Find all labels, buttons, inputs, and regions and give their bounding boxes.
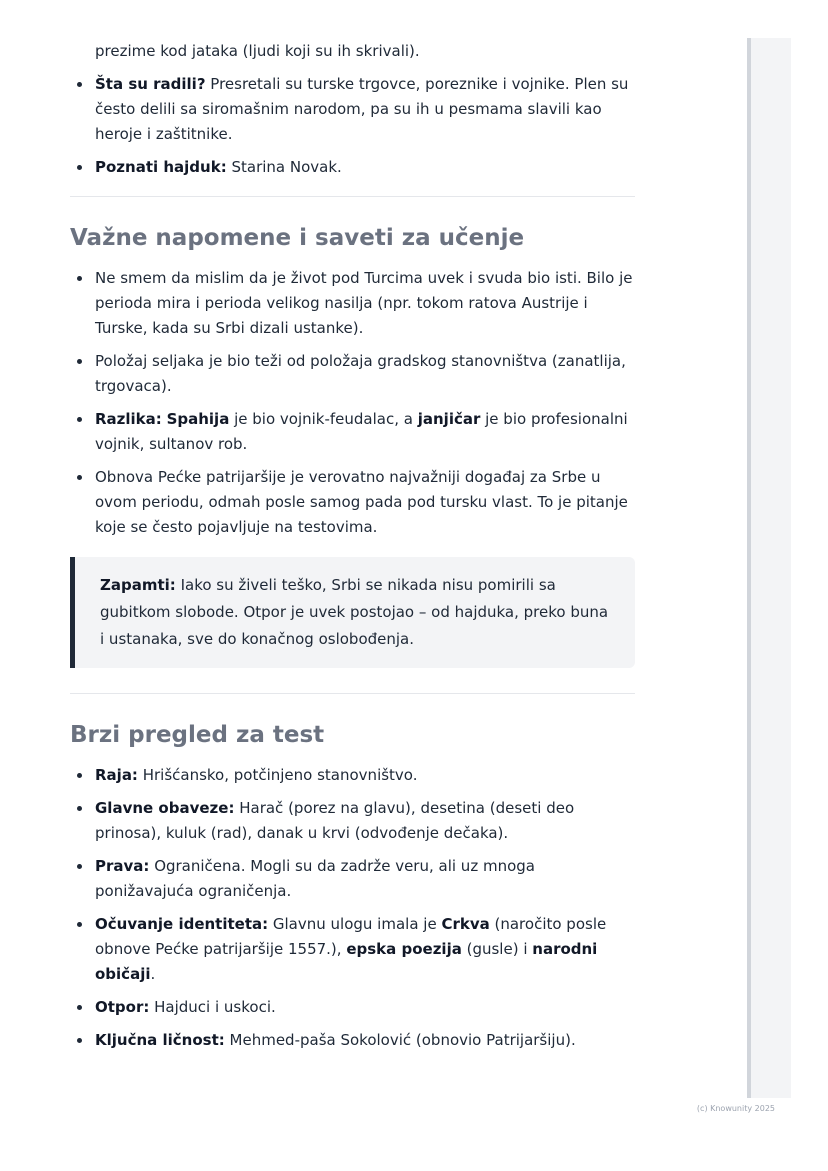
section-heading-napomene: Važne napomene i saveti za učenje xyxy=(70,225,525,251)
document-content xyxy=(70,0,635,1061)
list-item: Otpor: Hajduci i uskoci. xyxy=(70,995,635,1020)
list-item: Glavne obaveze: Harač (porez na glavu), desetina (deseti deo prinosa), kuluk (rad), danak u krvi (odvođenje dečaka). xyxy=(70,796,635,846)
list-item: Poznati hajduk: Starina Novak. xyxy=(70,155,635,180)
section-heading-brzi-pregled: Brzi pregled za test xyxy=(70,722,325,748)
page-sidebar xyxy=(747,38,791,1098)
copyright-footer: (c) Knowunity 2025 xyxy=(696,1104,775,1113)
list-item: Šta su radili? Presretali su turske trgovce, poreznike i vojnike. Plen su često delili sa siromašnim narodom, pa su ih u pesmama slavili kao heroje i zaštitnike. xyxy=(70,72,635,147)
list-item: Ključna ličnost: Mehmed-paša Sokolović (obnovio Patrijaršiju). xyxy=(70,1028,635,1053)
list-item: Raja: Hrišćansko, potčinjeno stanovništvo. xyxy=(70,763,635,788)
list-item: Prava: Ograničena. Mogli su da zadrže veru, ali uz mnoga ponižavajuća ograničenja. xyxy=(70,854,635,904)
brzi-pregled-list xyxy=(70,763,635,1053)
sidebar-scroll-edge xyxy=(747,38,751,1098)
section-divider xyxy=(70,693,635,694)
list-item: Razlika: Spahija je bio vojnik-feudalac, a janjičar je bio profesionalni vojnik, sultanov rob. xyxy=(70,407,635,457)
hajduci-list xyxy=(70,39,635,180)
list-item: Očuvanje identiteta: Glavnu ulogu imala je Crkva (naročito posle obnove Pećke patrijaršije 1557.), epska poezija (gusle) i narodni običaji. xyxy=(70,912,635,987)
list-item: Položaj seljaka je bio teži od položaja gradskog stanovništva (zanatlija, trgovaca). xyxy=(70,349,635,399)
list-item: Obnova Pećke patrijaršije je verovatno najvažniji događaj za Srbe u ovom periodu, odmah posle samog pada pod tursku vlast. To je pitanje koje se često pojavljuje na testovima. xyxy=(70,465,635,540)
zapamti-callout: Zapamti: Iako su živeli teško, Srbi se nikada nisu pomirili sa gubitkom slobode. Otpor je uvek postojao – od hajduka, preko buna i ustanaka, sve do konačnog oslobođenja. xyxy=(70,557,635,668)
napomene-list xyxy=(70,266,635,540)
list-item: Ne smem da mislim da je život pod Turcima uvek i svuda bio isti. Bilo je perioda mira i perioda velikog nasilja (npr. tokom ratova Austrije i Turske, kada su Srbi dizali ustanke). xyxy=(70,266,635,341)
section-divider xyxy=(70,196,635,197)
list-item: prezime kod jataka (ljudi koji su ih skrivali). xyxy=(95,42,420,60)
